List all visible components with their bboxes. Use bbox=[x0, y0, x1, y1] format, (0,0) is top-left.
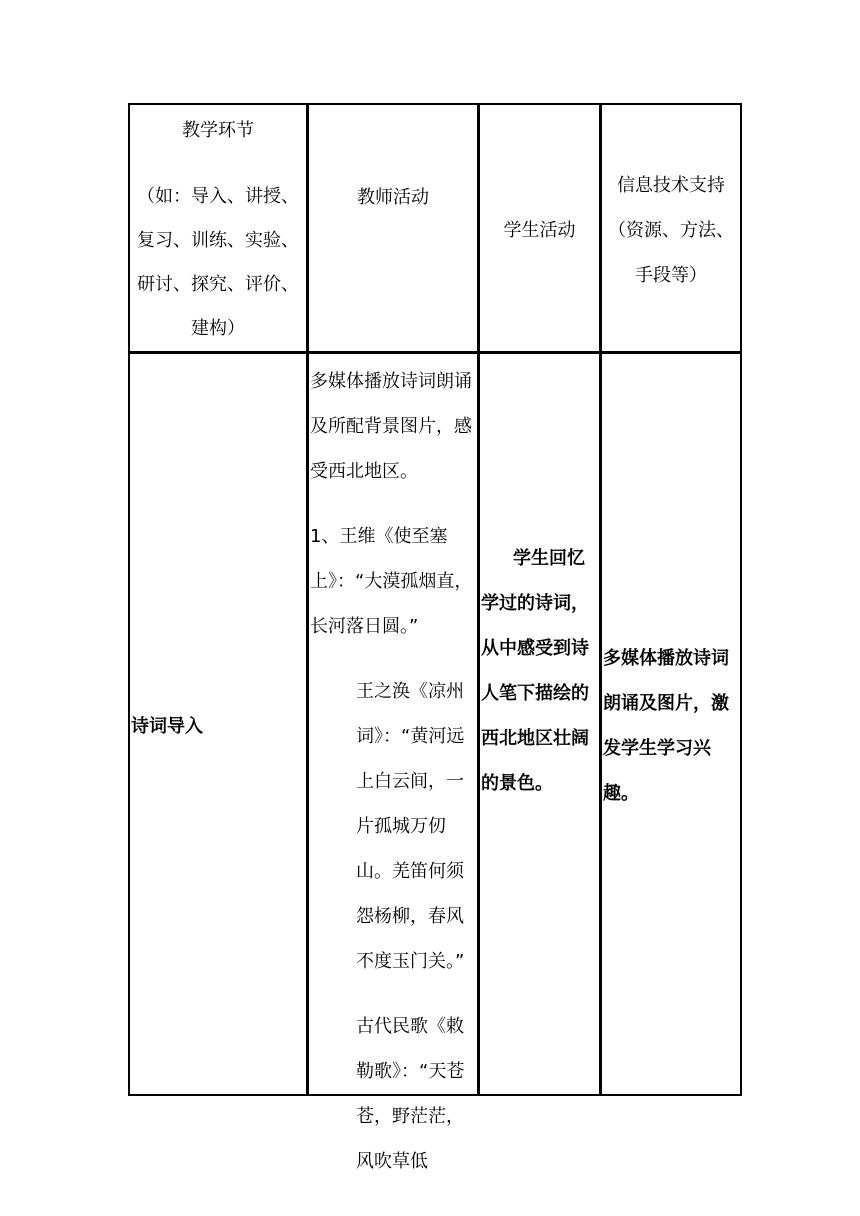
header-tech-title: 信息技术支持（资源、方法、手段等） bbox=[608, 175, 734, 286]
header-teacher-cell bbox=[309, 175, 477, 225]
table-border-right bbox=[740, 103, 742, 1096]
header-divider bbox=[128, 351, 742, 354]
poem-wangwei: 1、王维《使至塞上》：“大漠孤烟直，长河落日圆。” bbox=[310, 526, 473, 637]
header-stage-title: 教学环节 bbox=[182, 120, 254, 141]
column-divider-1 bbox=[306, 103, 309, 1096]
poem-chilege: 古代民歌《敕勒歌》：“天苍苍，野茫茫，风吹草低 bbox=[356, 1016, 465, 1172]
row-stage-cell bbox=[131, 704, 305, 754]
table-border-top bbox=[128, 103, 742, 105]
header-stage-examples: （如：导入、讲授、复习、训练、实验、研讨、探究、评价、建构） bbox=[137, 186, 299, 339]
header-teacher-title: 教师活动 bbox=[357, 187, 429, 208]
poem-wangzhihuan: 王之涣《凉州词》：“黄河远上白云间，一片孤城万仞山。羌笛何须怨杨柳，春风不度玉门关。” bbox=[356, 681, 465, 972]
row-tech-cell bbox=[603, 636, 740, 836]
student-activity-text: 学生回忆学过的诗词，从中感受到诗人笔下描绘的西北地区壮阔的景色。 bbox=[481, 548, 589, 794]
header-tech-cell bbox=[602, 163, 740, 303]
teacher-intro-text: 多媒体播放诗词朗诵及所配背景图片，感受西北地区。 bbox=[310, 371, 472, 482]
header-stage-cell bbox=[130, 108, 306, 351]
header-student-cell bbox=[480, 208, 599, 258]
header-student-title: 学生活动 bbox=[503, 220, 576, 241]
tech-support-text: 多媒体播放诗词朗诵及图片，激发学生学习兴趣。 bbox=[603, 648, 729, 804]
row-student-cell bbox=[481, 536, 599, 856]
row-teacher-cell bbox=[310, 359, 476, 1172]
row-stage-text: 诗词导入 bbox=[131, 716, 203, 737]
